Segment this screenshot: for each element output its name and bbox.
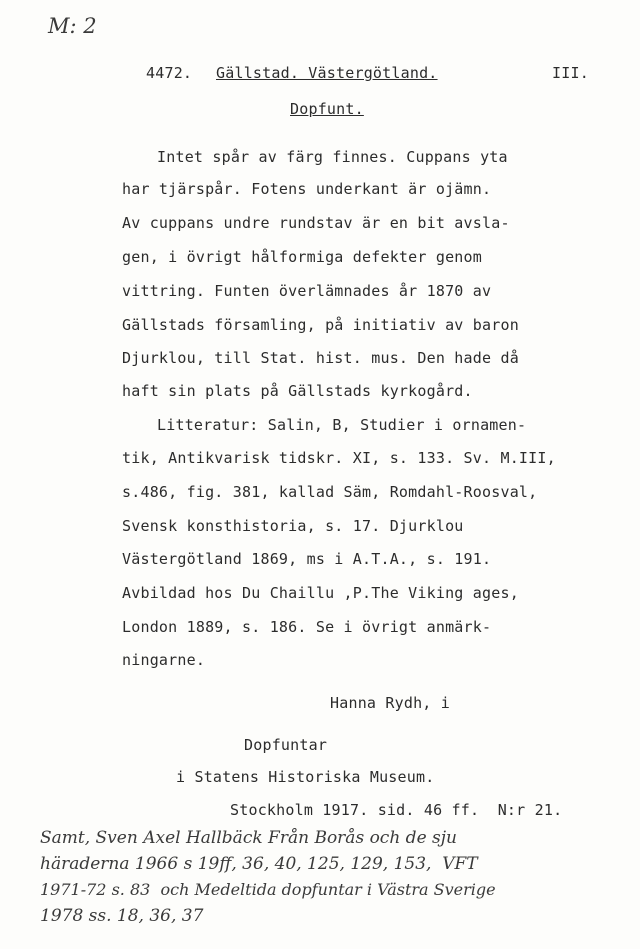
body-line: Västergötland 1869, ms i A.T.A., s. 191. [122, 550, 492, 568]
body-line: London 1889, s. 186. Se i övrigt anmärk- [122, 618, 492, 636]
body-line: vittring. Funten överlämnades år 1870 av [122, 282, 492, 300]
header-number: 4472. [146, 64, 193, 82]
page-title: Dopfunt. [290, 100, 364, 118]
body-line: Litteratur: Salin, B, Studier i ornamen- [157, 416, 527, 434]
body-line: gen, i övrigt hålformiga defekter genom [122, 248, 482, 266]
body-line: har tjärspår. Fotens underkant är ojämn. [122, 180, 492, 198]
body-line: haft sin plats på Gällstads kyrkogård. [122, 382, 473, 400]
handwritten-note-line: häraderna 1966 s 19ff, 36, 40, 125, 129, 153, VFT [40, 854, 478, 874]
body-line: tik, Antikvarisk tidskr. XI, s. 133. Sv. M.III, [122, 449, 556, 467]
body-line: ningarne. [122, 651, 206, 669]
handwritten-note-line: Samt, Sven Axel Hallbäck Från Borås och de sju [40, 828, 457, 848]
header-place: Gällstad. Västergötland. [216, 64, 438, 82]
handwritten-note-line: 1978 ss. 18, 36, 37 [40, 906, 204, 926]
author-signature: Hanna Rydh, i [330, 694, 450, 712]
body-line: Svensk konsthistoria, s. 17. Djurklou [122, 517, 464, 535]
handwritten-note-line: 1971-72 s. 83 och Medeltida dopfuntar i Västra Sverige [40, 880, 496, 899]
body-line: s.486, fig. 381, kallad Säm, Romdahl-Roosval, [122, 483, 538, 501]
source-title: Dopfuntar [244, 736, 328, 754]
body-line: Djurklou, till Stat. hist. mus. Den hade då [122, 349, 519, 367]
body-line: Av cuppans undre rundstav är en bit avsla- [122, 214, 510, 232]
header-roman: III. [552, 64, 589, 82]
body-line: Gällstads församling, på initiativ av baron [122, 316, 519, 334]
source-publication: Stockholm 1917. sid. 46 ff. N:r 21. [230, 801, 563, 819]
body-line: Intet spår av färg finnes. Cuppans yta [157, 148, 508, 166]
body-line: Avbildad hos Du Chaillu ,P.The Viking ages, [122, 584, 519, 602]
corner-note: M: 2 [48, 14, 97, 38]
source-institution: i Statens Historiska Museum. [176, 768, 435, 786]
